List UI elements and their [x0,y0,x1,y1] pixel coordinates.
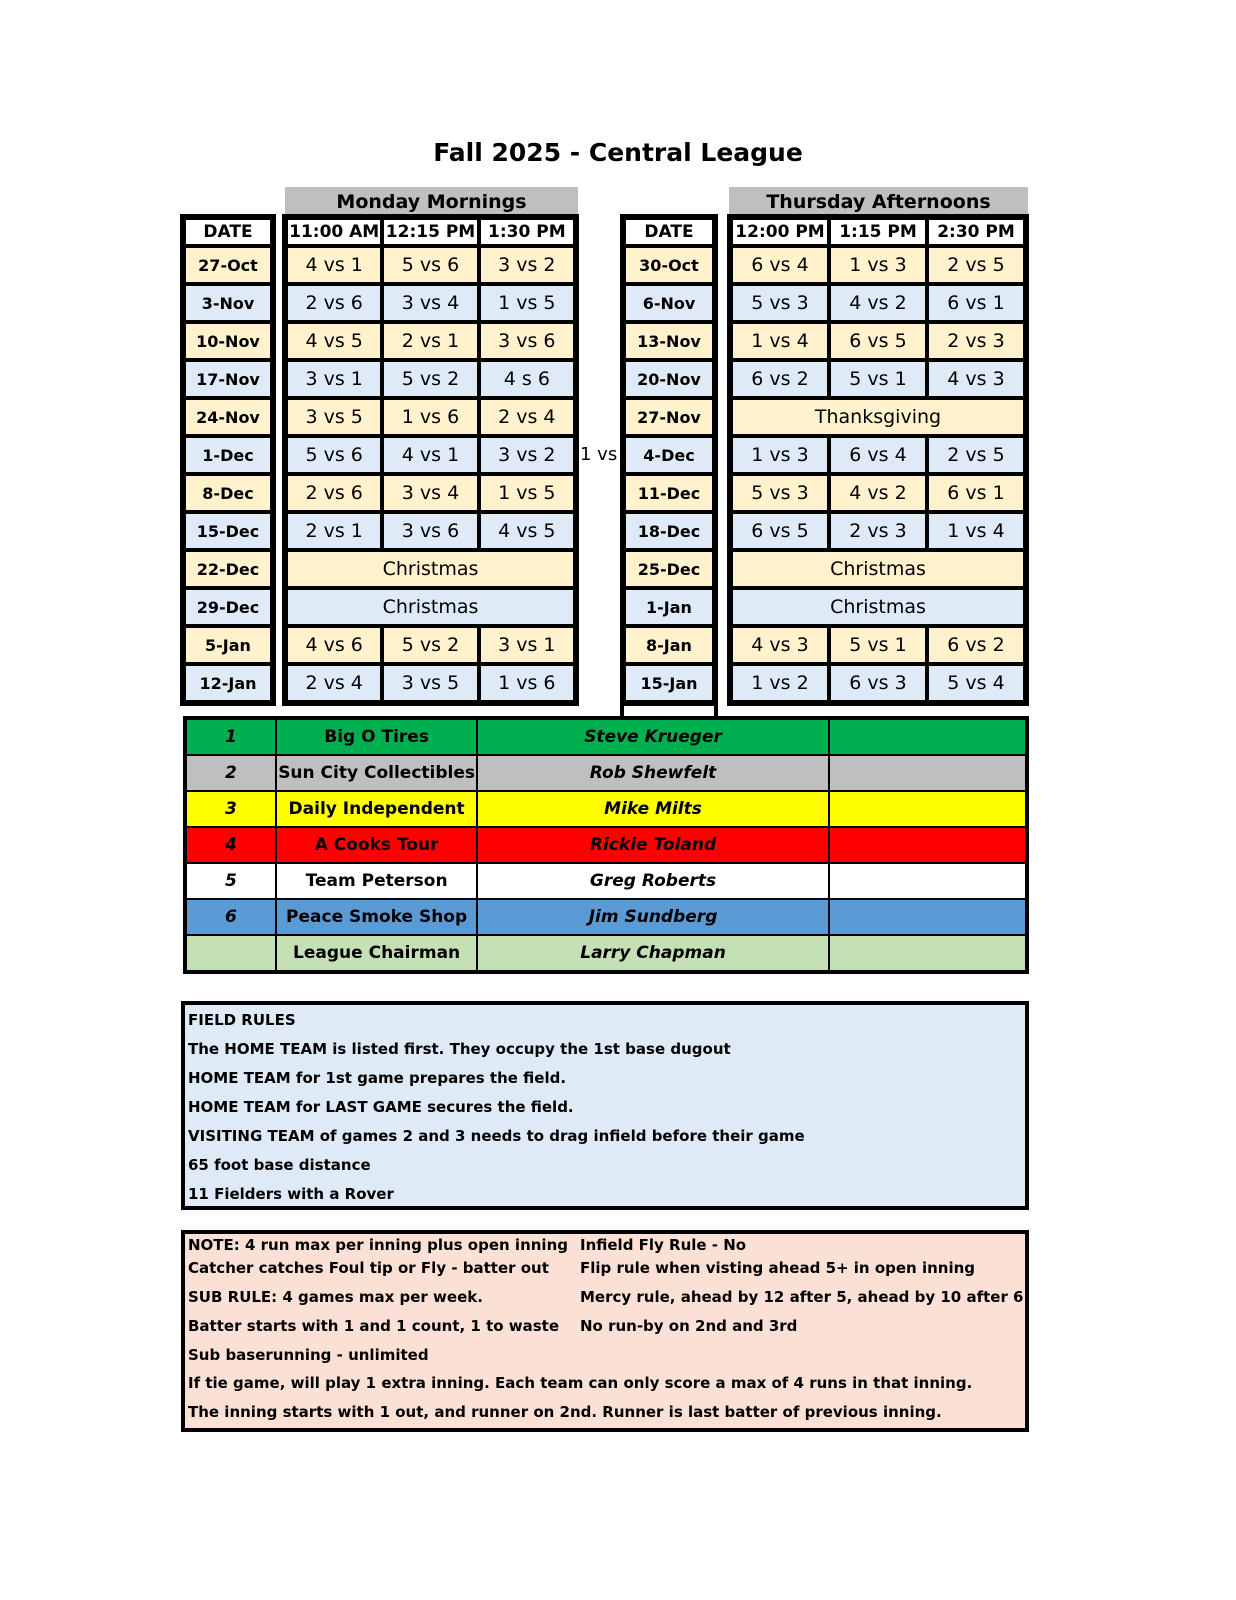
time-header: 1:15 PM [829,218,927,246]
team-extra [829,827,1027,863]
schedule-row [731,360,1025,398]
schedule-row [624,474,714,512]
schedule-row [286,588,575,626]
team-row [185,863,1027,899]
date-cell: 11-Dec [624,474,714,512]
note-line: SUB RULE: 4 games max per week. [188,1288,483,1306]
schedule-row [624,284,714,322]
game-cell: 2 vs 6 [286,474,382,512]
schedule-row [731,512,1025,550]
time-header: 1:30 PM [479,218,575,246]
game-cell: 5 vs 2 [382,626,478,664]
thursday-date-tail [620,702,718,716]
schedule-row [184,398,272,436]
game-cell: 3 vs 1 [286,360,382,398]
game-cell: 6 vs 5 [731,512,829,550]
date-cell: 24-Nov [184,398,272,436]
schedule-row [184,588,272,626]
team-name: Big O Tires [276,718,478,755]
time-header: 12:15 PM [382,218,478,246]
team-number: 2 [185,755,276,791]
game-cell: 4 vs 1 [382,436,478,474]
field-rule-line: 65 foot base distance [188,1156,371,1174]
date-cell: 3-Nov [184,284,272,322]
schedule-row [184,284,272,322]
date-cell: 13-Nov [624,322,714,360]
team-extra [829,899,1027,935]
game-cell: 6 vs 5 [829,322,927,360]
note-line: NOTE: 4 run max per inning plus open inning [188,1236,568,1254]
date-cell: 6-Nov [624,284,714,322]
team-extra [829,863,1027,899]
schedule-row [731,436,1025,474]
game-cell: 3 vs 5 [382,664,478,702]
schedule-row [286,284,575,322]
game-cell: 5 vs 2 [382,360,478,398]
schedule-row [624,626,714,664]
header-row [624,218,714,246]
header-row [184,218,272,246]
schedule-row [286,474,575,512]
holiday-cell: Christmas [286,588,575,626]
game-cell: 4 vs 3 [927,360,1025,398]
thursday-date-table [620,214,718,706]
date-cell: 25-Dec [624,550,714,588]
game-cell: 4 s 6 [479,360,575,398]
schedule-row [624,588,714,626]
holiday-cell: Christmas [731,550,1025,588]
schedule-row [184,550,272,588]
note-line: Batter starts with 1 and 1 count, 1 to waste [188,1317,560,1335]
team-name: A Cooks Tour [276,827,478,863]
date-header: DATE [184,218,272,246]
team-extra [829,791,1027,827]
game-cell: 6 vs 1 [927,284,1025,322]
team-row [185,718,1027,755]
game-cell: 4 vs 3 [731,626,829,664]
game-cell: 4 vs 2 [829,284,927,322]
schedule-row [286,512,575,550]
team-number: 4 [185,827,276,863]
schedule-row [184,322,272,360]
game-cell: 3 vs 1 [479,626,575,664]
field-rule-line: HOME TEAM for LAST GAME secures the field. [188,1098,574,1116]
team-coach: Rob Shewfelt [477,755,828,791]
game-cell: 1 vs 5 [479,284,575,322]
note-line-right: Mercy rule, ahead by 12 after 5, ahead by 10 after 6 [580,1288,1024,1306]
schedule-row [731,664,1025,702]
schedule-row [731,284,1025,322]
game-cell: 2 vs 3 [829,512,927,550]
game-cell: 2 vs 4 [479,398,575,436]
time-header: 12:00 PM [731,218,829,246]
game-cell: 4 vs 6 [286,626,382,664]
schedule-row [624,664,714,702]
holiday-cell: Thanksgiving [731,398,1025,436]
game-cell: 3 vs 6 [382,512,478,550]
game-cell: 2 vs 1 [382,322,478,360]
field-rules-box [181,1001,1029,1210]
team-row [185,791,1027,827]
team-number: 5 [185,863,276,899]
field-rule-line: 11 Fielders with a Rover [188,1185,394,1203]
game-cell: 6 vs 4 [829,436,927,474]
holiday-cell: Christmas [731,588,1025,626]
date-cell: 12-Jan [184,664,272,702]
date-cell: 29-Dec [184,588,272,626]
team-row [185,827,1027,863]
game-cell: 4 vs 5 [286,322,382,360]
game-cell: 6 vs 1 [927,474,1025,512]
field-rule-line: The HOME TEAM is listed first. They occupy the 1st base dugout [188,1040,731,1058]
date-cell: 27-Oct [184,246,272,284]
team-name: League Chairman [276,935,478,972]
time-header-row [286,218,575,246]
game-cell: 6 vs 2 [927,626,1025,664]
field-rule-line: FIELD RULES [188,1011,296,1029]
game-cell: 4 vs 2 [829,474,927,512]
schedule-row [286,246,575,284]
game-cell: 6 vs 3 [829,664,927,702]
game-cell: 2 vs 4 [286,664,382,702]
note-line-right: Flip rule when visting ahead 5+ in open inning [580,1259,976,1277]
date-cell: 20-Nov [624,360,714,398]
date-cell: 5-Jan [184,626,272,664]
field-rule-line: VISITING TEAM of games 2 and 3 needs to drag infield before their game [188,1127,805,1145]
schedule-row [184,664,272,702]
schedule-row [286,398,575,436]
schedule-row [184,360,272,398]
game-cell: 3 vs 5 [286,398,382,436]
team-coach: Steve Krueger [477,718,828,755]
thursday-band: Thursday Afternoons [729,187,1028,215]
teams-table [183,716,1029,974]
team-extra [829,935,1027,972]
team-extra [829,718,1027,755]
date-cell: 10-Nov [184,322,272,360]
monday-band: Monday Mornings [285,187,578,215]
game-cell: 1 vs 4 [731,322,829,360]
note-line-right: No run-by on 2nd and 3rd [580,1317,798,1335]
game-cell: 2 vs 3 [927,322,1025,360]
schedule-row [286,626,575,664]
notes-box [181,1230,1029,1432]
thursday-games-table [727,214,1029,706]
time-header: 2:30 PM [927,218,1025,246]
monday-games-table [282,214,579,706]
date-cell: 8-Jan [624,626,714,664]
schedule-row [731,246,1025,284]
date-cell: 30-Oct [624,246,714,284]
team-number: 1 [185,718,276,755]
schedule-row [731,474,1025,512]
holiday-cell: Christmas [286,550,575,588]
game-cell: 5 vs 6 [286,436,382,474]
game-cell: 1 vs 6 [382,398,478,436]
date-cell: 27-Nov [624,398,714,436]
page-title: Fall 2025 - Central League [433,138,803,167]
schedule-row [624,512,714,550]
game-cell: 3 vs 2 [479,246,575,284]
schedule-row [184,246,272,284]
date-header: DATE [624,218,714,246]
schedule-row [286,664,575,702]
schedule-row [731,398,1025,436]
date-cell: 1-Dec [184,436,272,474]
team-row [185,935,1027,972]
schedule-row [624,550,714,588]
game-cell: 5 vs 1 [829,360,927,398]
game-cell: 5 vs 1 [829,626,927,664]
date-cell: 15-Jan [624,664,714,702]
team-name: Peace Smoke Shop [276,899,478,935]
team-coach: Larry Chapman [477,935,828,972]
note-line: The inning starts with 1 out, and runner on 2nd. Runner is last batter of previous inning. [188,1403,942,1421]
schedule-row [624,436,714,474]
game-cell: 6 vs 2 [731,360,829,398]
game-cell: 5 vs 3 [731,284,829,322]
schedule-row [624,322,714,360]
game-cell: 1 vs 2 [731,664,829,702]
game-cell: 2 vs 6 [286,284,382,322]
schedule-row [286,322,575,360]
game-cell: 6 vs 4 [731,246,829,284]
team-name: Sun City Collectibles [276,755,478,791]
team-coach: Jim Sundberg [477,899,828,935]
team-name: Daily Independent [276,791,478,827]
game-cell: 1 vs 3 [731,436,829,474]
team-number: 3 [185,791,276,827]
date-cell: 15-Dec [184,512,272,550]
game-cell: 2 vs 1 [286,512,382,550]
game-cell: 2 vs 5 [927,436,1025,474]
date-cell: 8-Dec [184,474,272,512]
schedule-row [286,436,575,474]
team-extra [829,755,1027,791]
field-rule-line: HOME TEAM for 1st game prepares the field. [188,1069,567,1087]
game-cell: 5 vs 6 [382,246,478,284]
game-cell: 1 vs 5 [479,474,575,512]
schedule-row [184,512,272,550]
schedule-row [624,398,714,436]
schedule-row [731,550,1025,588]
schedule-row [286,550,575,588]
schedule-row [731,626,1025,664]
note-line: Catcher catches Foul tip or Fly - batter out [188,1259,549,1277]
team-coach: Greg Roberts [477,863,828,899]
date-cell: 22-Dec [184,550,272,588]
game-cell: 5 vs 3 [731,474,829,512]
date-cell: 4-Dec [624,436,714,474]
game-cell: 5 vs 4 [927,664,1025,702]
game-cell: 2 vs 5 [927,246,1025,284]
team-name: Team Peterson [276,863,478,899]
date-cell: 1-Jan [624,588,714,626]
date-cell: 17-Nov [184,360,272,398]
schedule-row [624,246,714,284]
schedule-row [731,322,1025,360]
time-header-row [731,218,1025,246]
game-cell: 1 vs 6 [479,664,575,702]
schedule-row [731,588,1025,626]
game-cell: 3 vs 4 [382,284,478,322]
schedule-row [624,360,714,398]
game-cell: 3 vs 2 [479,436,575,474]
schedule-row [184,626,272,664]
game-cell: 4 vs 5 [479,512,575,550]
team-row [185,755,1027,791]
schedule-row [184,436,272,474]
schedule-row [184,474,272,512]
game-cell: 1 vs 4 [927,512,1025,550]
team-coach: Mike Milts [477,791,828,827]
note-line-right: Infield Fly Rule - No [580,1236,747,1254]
schedule-row [286,360,575,398]
game-cell: 3 vs 6 [479,322,575,360]
monday-date-table [180,214,276,706]
stray-text: 1 vs [580,444,618,465]
game-cell: 3 vs 4 [382,474,478,512]
team-number: 6 [185,899,276,935]
game-cell: 4 vs 1 [286,246,382,284]
game-cell: 1 vs 3 [829,246,927,284]
team-row [185,899,1027,935]
team-coach: Rickie Toland [477,827,828,863]
note-line: Sub baserunning - unlimited [188,1346,429,1364]
date-cell: 18-Dec [624,512,714,550]
team-number [185,935,276,972]
time-header: 11:00 AM [286,218,382,246]
note-line: If tie game, will play 1 extra inning. Each team can only score a max of 4 runs in that inning. [188,1374,973,1392]
